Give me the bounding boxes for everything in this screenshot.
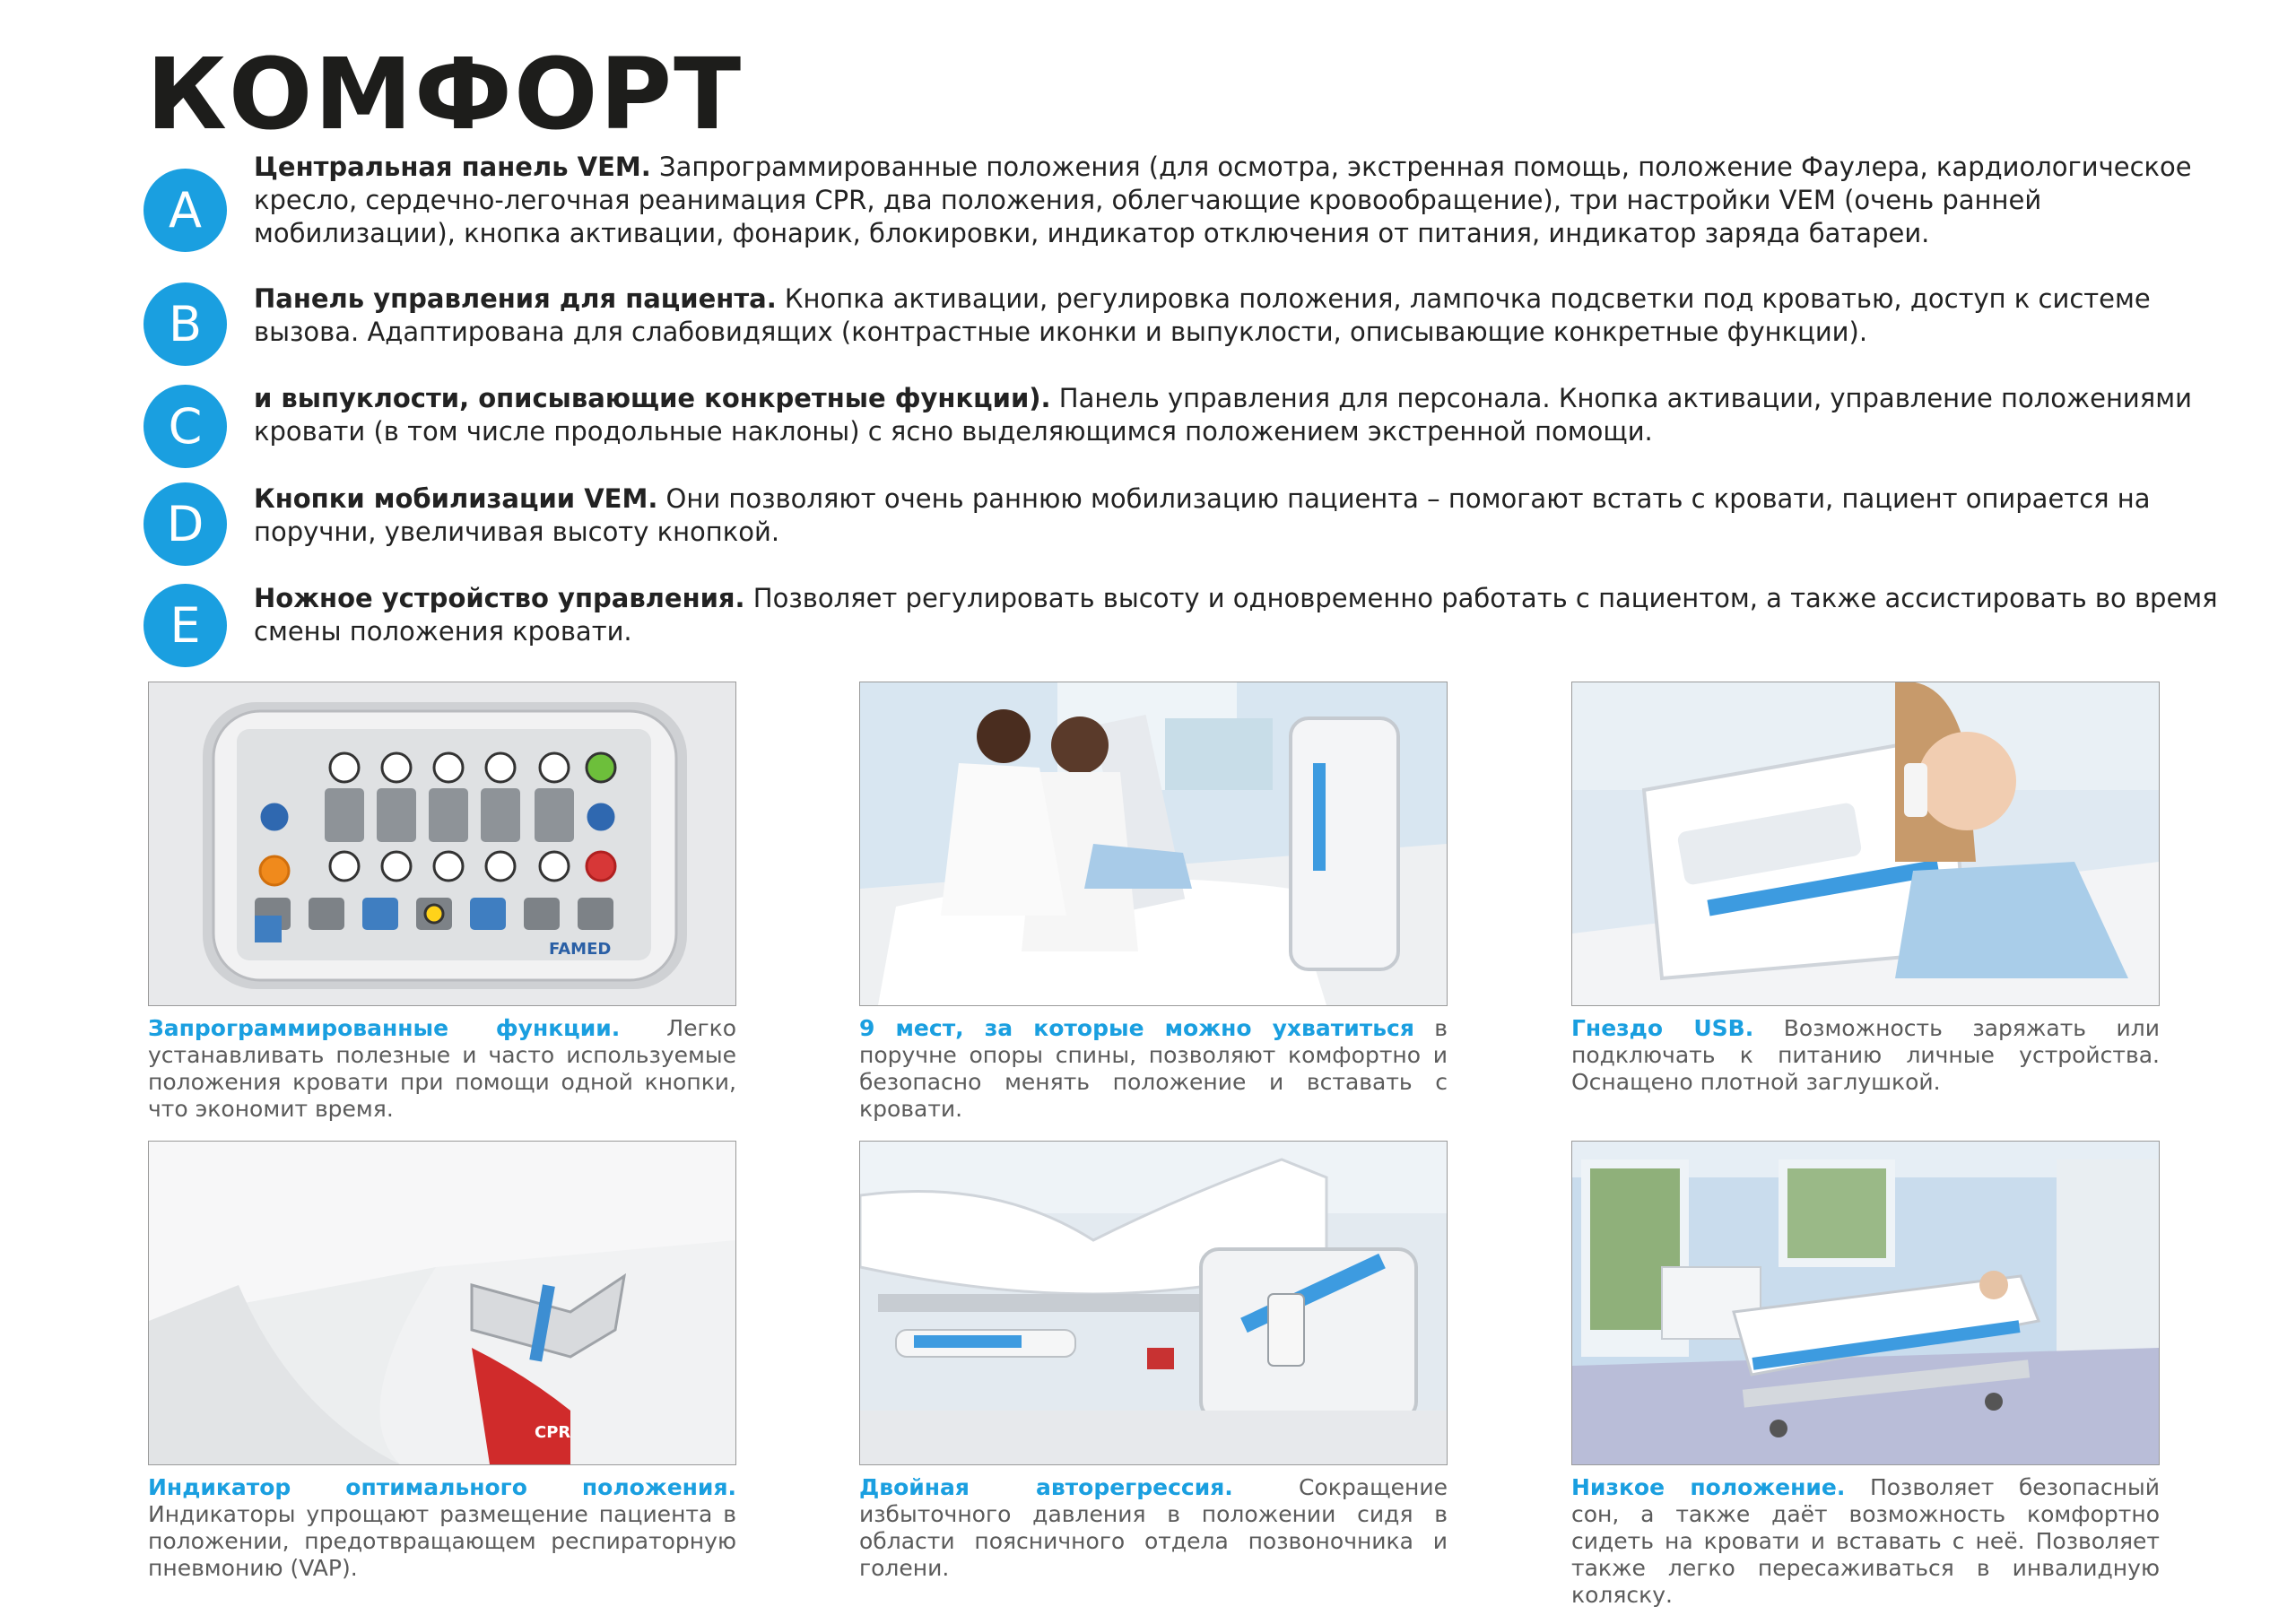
feature-badge-d: D <box>144 482 227 566</box>
card-caption <box>1571 1474 2160 1609</box>
feature-badge-a: A <box>144 169 227 252</box>
autoregression-bed-photo <box>859 1141 1448 1465</box>
feature-desc: Позволяет регулировать высоту и одновременно работать с пациентом, а также ассистировать во время смены положения кровати. <box>254 583 2218 647</box>
panel-button-icon <box>260 856 289 885</box>
feature-title: Центральная панель VEM. <box>254 152 651 182</box>
card-text: Позволяет безопасный сон, а также даёт возможность комфортно сидеть на кровати и вставать с неё. Позволяет также легко пересаживаться в инвалидную коляску. <box>1571 1474 2161 1608</box>
card-title: 9 мест, за которые можно ухватиться <box>859 1015 1414 1041</box>
panel-key-icon <box>429 788 468 842</box>
card-text: Индикаторы упрощают размещение пациента в положении, предотвращающем респираторную пневмонию (VAP). <box>148 1501 736 1581</box>
panel-button-icon <box>425 905 443 923</box>
panel-button-icon <box>486 753 515 782</box>
patient-phone-photo <box>1571 682 2160 1006</box>
panel-key-icon <box>309 898 344 930</box>
cpr-label: CPR <box>535 1423 571 1442</box>
feature-desc: Они позволяют очень раннюю мобилизацию пациента – помогают встать с кровати, пациент опирается на поручни, увеличивая высоту кнопкой. <box>254 483 2151 547</box>
panel-button-icon <box>382 852 411 881</box>
panel-button-icon <box>330 753 359 782</box>
card-title: Гнездо USB. <box>1571 1015 1754 1041</box>
feature-desc: Кнопка активации, регулировка положения, лампочка подсветки под кроватью, доступ к системе вызова. Адаптирована для слабовидящих (контрастные иконки и выпуклости, описывающие конкретные функции). <box>254 283 2151 347</box>
feature-title: Кнопки мобилизации VEM. <box>254 483 658 514</box>
panel-button-icon <box>486 852 515 881</box>
panel-key-icon <box>481 788 520 842</box>
page-title: КОМФОРТ <box>146 37 744 152</box>
panel-button-icon <box>382 753 411 782</box>
card-caption <box>859 1015 1448 1123</box>
panel-key-icon <box>578 898 613 930</box>
panel-key-icon <box>325 788 364 842</box>
feature-badge-b: B <box>144 282 227 366</box>
card-text: Возможность заряжать или подключать к питанию личные устройства. Оснащено плотной заглушкой. <box>1571 1015 2160 1095</box>
panel-key-icon <box>362 898 398 930</box>
panel-button-icon <box>434 753 463 782</box>
card-caption <box>1571 1015 2160 1096</box>
panel-button-icon <box>588 804 613 829</box>
panel-key-icon <box>524 898 560 930</box>
card-title: Низкое положение. <box>1571 1474 1846 1500</box>
card-text: Легко устанавливать полезные и часто используемые положения кровати при помощи одной кнопки, что экономит время. <box>148 1015 736 1122</box>
card-caption <box>859 1474 1448 1582</box>
feature-title: и выпуклости, описывающие конкретные функции). <box>254 383 1051 413</box>
feature-text-c <box>254 382 2236 448</box>
panel-button-icon <box>434 852 463 881</box>
feature-badge-e: E <box>144 584 227 667</box>
card-title: Индикатор оптимального положения. <box>148 1474 736 1500</box>
feature-text-d <box>254 482 2236 549</box>
control-panel-photo <box>148 682 736 1006</box>
low-position-room-photo <box>1571 1141 2160 1465</box>
card-caption <box>148 1474 736 1582</box>
feature-text-b <box>254 282 2236 349</box>
panel-button-icon <box>330 852 359 881</box>
card-text: Сокращение избыточного давления в положении сидя в области поясничного отдела позвоночника и голени. <box>859 1474 1448 1581</box>
feature-desc: Панель управления для персонала. Кнопка активации, управление положениями кровати (в том числе продольные наклоны) с ясно выделяющимся положением экстренной помощи. <box>254 383 2192 447</box>
card-text: в поручне опоры спины, позволяют комфортно и безопасно менять положение и вставать с кровати. <box>859 1015 1448 1122</box>
feature-title: Панель управления для пациента. <box>254 283 777 314</box>
panel-button-icon <box>262 804 287 829</box>
panel-key-icon <box>377 788 416 842</box>
feature-text-a <box>254 151 2236 250</box>
angle-indicator-photo <box>148 1141 736 1465</box>
feature-desc: Запрограммированные положения (для осмотра, экстренная помощь, положение Фаулера, кардиологическое кресло, сердечно-легочная реанимация CPR, два положения, облегчающие кровообращение), три настройки VEM (очень ранней мобилизации), кнопка активации, фонарик, блокировки, индикатор отключения от питания, индикатор заряда батареи. <box>254 152 2192 248</box>
card-title: Двойная авторегрессия. <box>859 1474 1233 1500</box>
card-title: Запрограммированные функции. <box>148 1015 621 1041</box>
panel-button-icon <box>540 753 569 782</box>
panel-button-icon <box>587 753 615 782</box>
panel-key-icon <box>535 788 574 842</box>
card-caption <box>148 1015 736 1123</box>
famed-logo-text: FAMED <box>549 940 612 959</box>
panel-button-icon <box>540 852 569 881</box>
panel-button-icon <box>587 852 615 881</box>
feature-badge-c: C <box>144 385 227 468</box>
nurse-patient-photo <box>859 682 1448 1006</box>
feature-text-e <box>254 582 2236 648</box>
feature-title: Ножное устройство управления. <box>254 583 745 613</box>
panel-key-icon <box>470 898 506 930</box>
